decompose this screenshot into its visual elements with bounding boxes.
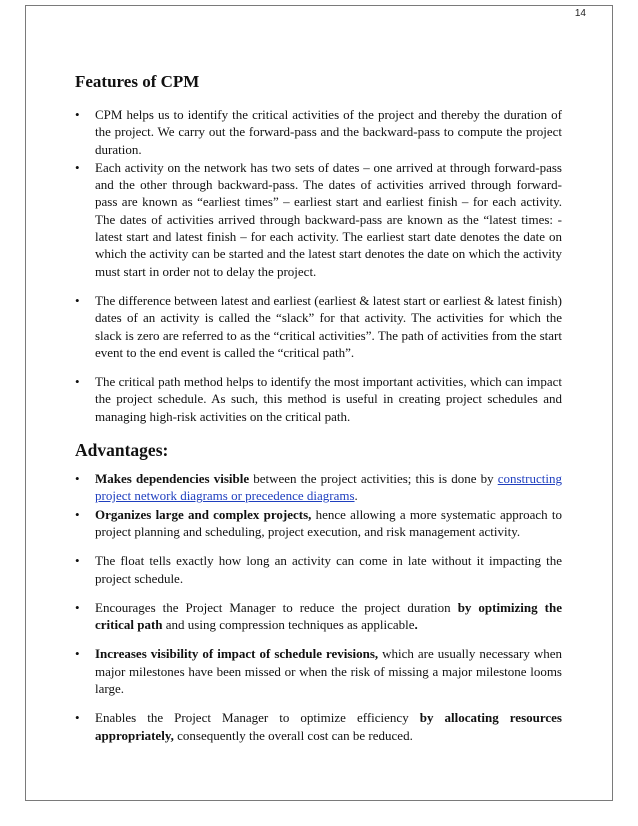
list-item-text: Each activity on the network has two sets of dates – one arrived at through forward-pass and the other through backward-pass. The dates of activities arrived through forward-pass are known as “earliest times” – earliest start and earliest finish – for each activity. The dates of activities arrived through backward-pass are known as the “latest times: - latest start and latest finish – for each activity. The earliest start date denotes the date on which the activity can be started and the latest start denotes the date on which the activity must start in order not to delay the project. xyxy=(95,159,562,279)
bullet-icon: • xyxy=(75,374,80,390)
features-heading: Features of CPM xyxy=(75,72,200,91)
features-list xyxy=(75,106,562,425)
bullet-icon: • xyxy=(75,292,80,308)
list-item xyxy=(75,599,562,634)
list-item xyxy=(75,292,562,361)
page-number: 14 xyxy=(574,8,586,19)
list-item-text: which are usually necessary when major milestones have been missed or when the risk of missing a major milestone looms large. xyxy=(95,646,562,697)
list-item-text: The float tells exactly how long an activity can come in late without it impacting the project schedule. xyxy=(95,553,562,586)
list-item-text: The critical path method helps to identify the most important activities, which can impact the project schedule. As such, this method is useful in creating project schedules and managing high-risk activities on the critical path. xyxy=(95,374,562,424)
list-item-text: between the project activities; this is done by xyxy=(249,471,498,487)
list-item-bold: . xyxy=(414,617,418,633)
list-item xyxy=(75,506,562,541)
bullet-icon: • xyxy=(75,553,80,569)
list-item-text: consequently the overall cost can be reduced. xyxy=(173,727,413,743)
document-body xyxy=(75,72,562,744)
list-item xyxy=(75,709,562,744)
precedence-diagrams-link[interactable]: constructing project network diagrams or precedence diagrams xyxy=(95,471,562,504)
list-item-bold: Organizes large and complex projects, xyxy=(95,506,312,522)
list-item-text: . xyxy=(354,488,358,504)
list-item xyxy=(75,645,562,697)
bullet-icon: • xyxy=(75,646,80,662)
list-item xyxy=(75,470,562,505)
bullet-icon: • xyxy=(75,599,80,615)
list-item-bold: by optimizing the critical path xyxy=(95,599,562,633)
list-item-bold: Increases visibility of impact of schedule revisions, xyxy=(95,646,379,662)
bullet-icon: • xyxy=(75,159,80,175)
list-item-bold: by allocating resources appropriately, xyxy=(95,710,562,743)
bullet-icon: • xyxy=(75,471,80,487)
list-item-text: Encourages the Project Manager to reduce the project duration xyxy=(95,599,458,615)
list-item xyxy=(75,159,562,280)
bullet-icon: • xyxy=(75,107,80,122)
list-item-text: and using compression techniques as applicable xyxy=(162,617,415,633)
list-item-bold: Makes dependencies visible xyxy=(95,471,250,487)
list-item-text: CPM helps us to identify the critical activities of the project and thereby the duration of the project. We carry out the forward-pass and the backward-pass to compute the project duration. xyxy=(95,107,562,157)
advantages-heading: Advantages: xyxy=(75,440,169,461)
list-item xyxy=(75,552,562,587)
list-item-text: hence allowing a more systematic approach to project planning and scheduling, project execution, and risk management activity. xyxy=(95,506,562,539)
bullet-icon: • xyxy=(75,710,80,726)
list-item xyxy=(75,373,562,425)
list-item xyxy=(75,106,562,158)
advantages-list xyxy=(75,470,562,744)
list-item-text: Enables the Project Manager to optimize efficiency xyxy=(95,710,420,726)
list-item-text: The difference between latest and earliest (earliest & latest start or earliest & latest finish) dates of an activity is called the “slack” for that activity. The activities for which the slack is zero are referred to as the “critical activities”. The path of activities from the start event to the end event is called the “critical path”. xyxy=(95,292,562,360)
bullet-icon: • xyxy=(75,506,80,522)
